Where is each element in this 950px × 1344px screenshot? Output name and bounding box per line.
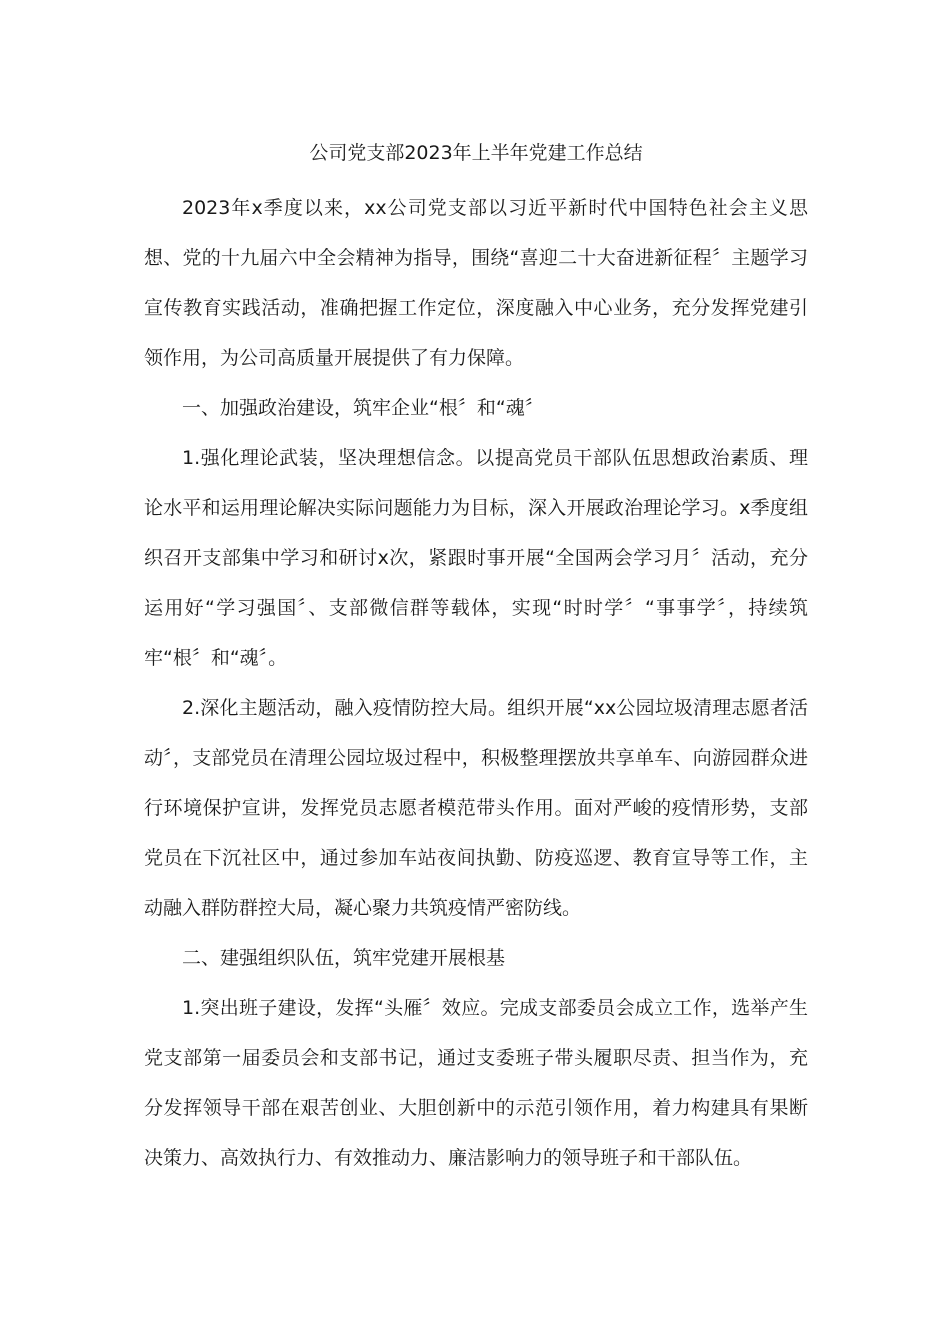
section-2-item-1: 1.突出班子建设，发挥“头雁〞效应。完成支部委员会成立工作，选举产生党支部第一届委员会和支部书记，通过支委班子带头履职尽责、担当作为，充分发挥领导干部在艰苦创业、大胆创新中的示范引领作用，着力构建具有果断决策力、高效执行力、有效推动力、廉洁影响力的领导班子和干部队伍。 xyxy=(144,997,808,1169)
section-1-heading: 一、加强政治建设，筑牢企业“根〞和“魂〞 xyxy=(182,397,544,419)
intro-paragraph: 2023年x季度以来，xx公司党支部以习近平新时代中国特色社会主义思想、党的十九届六中全会精神为指导，围绕“喜迎二十大奋进新征程〞主题学习宣传教育实践活动，准确把握工作定位，深度融入中心业务，充分发挥党建引领作用，为公司高质量开展提供了有力保障。 xyxy=(144,197,808,369)
section-2-heading: 二、建强组织队伍，筑牢党建开展根基 xyxy=(182,947,506,969)
document-body xyxy=(144,133,808,1183)
document-title: 公司党支部2023年上半年党建工作总结 xyxy=(309,142,643,164)
section-1-item-2: 2.深化主题活动，融入疫情防控大局。组织开展“xx公园垃圾清理志愿者活动〞，支部党员在清理公园垃圾过程中，积极整理摆放共享单车、向游园群众进行环境保护宣讲，发挥党员志愿者模范带头作用。面对严峻的疫情形势，支部党员在下沉社区中，通过参加车站夜间执勤、防疫巡逻、教育宣导等工作，主动融入群防群控大局，凝心聚力共筑疫情严密防线。 xyxy=(144,697,808,919)
section-1-item-1: 1.强化理论武装，坚决理想信念。以提高党员干部队伍思想政治素质、理论水平和运用理论解决实际问题能力为目标，深入开展政治理论学习。x季度组织召开支部集中学习和研讨x次，紧跟时事开展“全国两会学习月〞活动，充分运用好“学习强国〞、支部微信群等载体，实现“时时学〞“事事学〞，持续筑牢“根〞和“魂〞。 xyxy=(144,447,808,669)
